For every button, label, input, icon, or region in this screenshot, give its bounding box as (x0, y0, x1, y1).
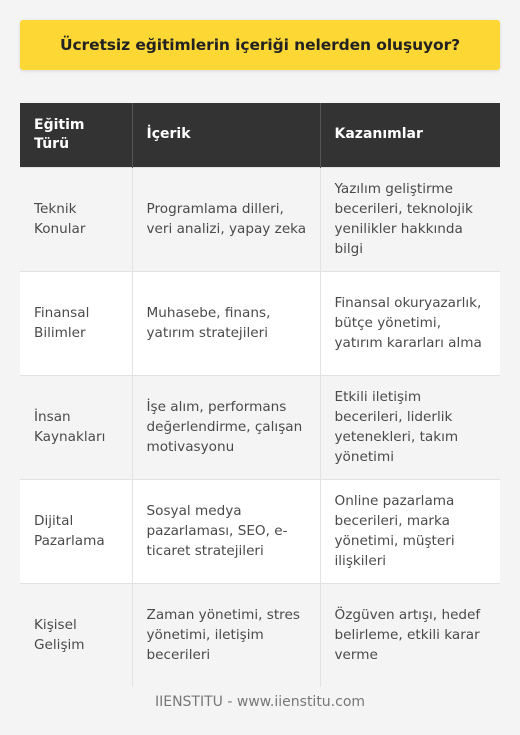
table-row (20, 583, 500, 687)
cell-content: Programlama dilleri, veri analizi, yapay zeka (132, 167, 320, 271)
cell-gains: Yazılım geliştirme becerileri, teknolojik yenilikler hakkında bilgi (334, 181, 473, 257)
cell-content: Muhasebe, finans, yatırım stratejileri (132, 271, 320, 375)
cell-content: Sosyal medya pazarlaması, SEO, e-ticaret stratejileri (132, 479, 320, 583)
cell-training-type: Dijital Pazarlama (20, 479, 132, 583)
title-banner (20, 20, 500, 70)
cell-content: Zaman yönetimi, stres yönetimi, iletişim becerileri (132, 583, 320, 687)
table-header-row (20, 103, 500, 167)
training-content-table (20, 103, 500, 687)
cell-gains: Finansal okuryazarlık, bütçe yönetimi, yatırım kararları alma (334, 295, 482, 351)
cell-training-type: Kişisel Gelişim (20, 583, 132, 687)
header-content: İçerik (132, 103, 320, 167)
cell-gains: Özgüven artışı, hedef belirleme, etkili karar verme (334, 607, 481, 664)
cell-gains: Online pazarlama becerileri, marka yönetimi, müşteri ilişkileri (334, 493, 455, 569)
cell-content: İşe alım, performans değerlendirme, çalışan motivasyonu (132, 375, 320, 479)
footer-source: IIENSTITU - www.iienstitu.com (154, 694, 366, 710)
page-title: Ücretsiz eğitimlerin içeriği nelerden oluşuyor? (59, 36, 461, 54)
table-row (20, 167, 500, 271)
table-row (20, 271, 500, 375)
table-row (20, 375, 500, 479)
header-training-type: Eğitim Türü (20, 103, 132, 167)
cell-training-type: Finansal Bilimler (20, 271, 132, 375)
table-row (20, 479, 500, 583)
header-gains: Kazanımlar (334, 126, 423, 143)
cell-training-type: İnsan Kaynakları (20, 375, 132, 479)
cell-gains: Etkili iletişim becerileri, liderlik yetenekleri, takım yönetimi (334, 389, 459, 465)
cell-training-type: Teknik Konular (20, 167, 132, 271)
content-table-wrapper (20, 103, 500, 687)
